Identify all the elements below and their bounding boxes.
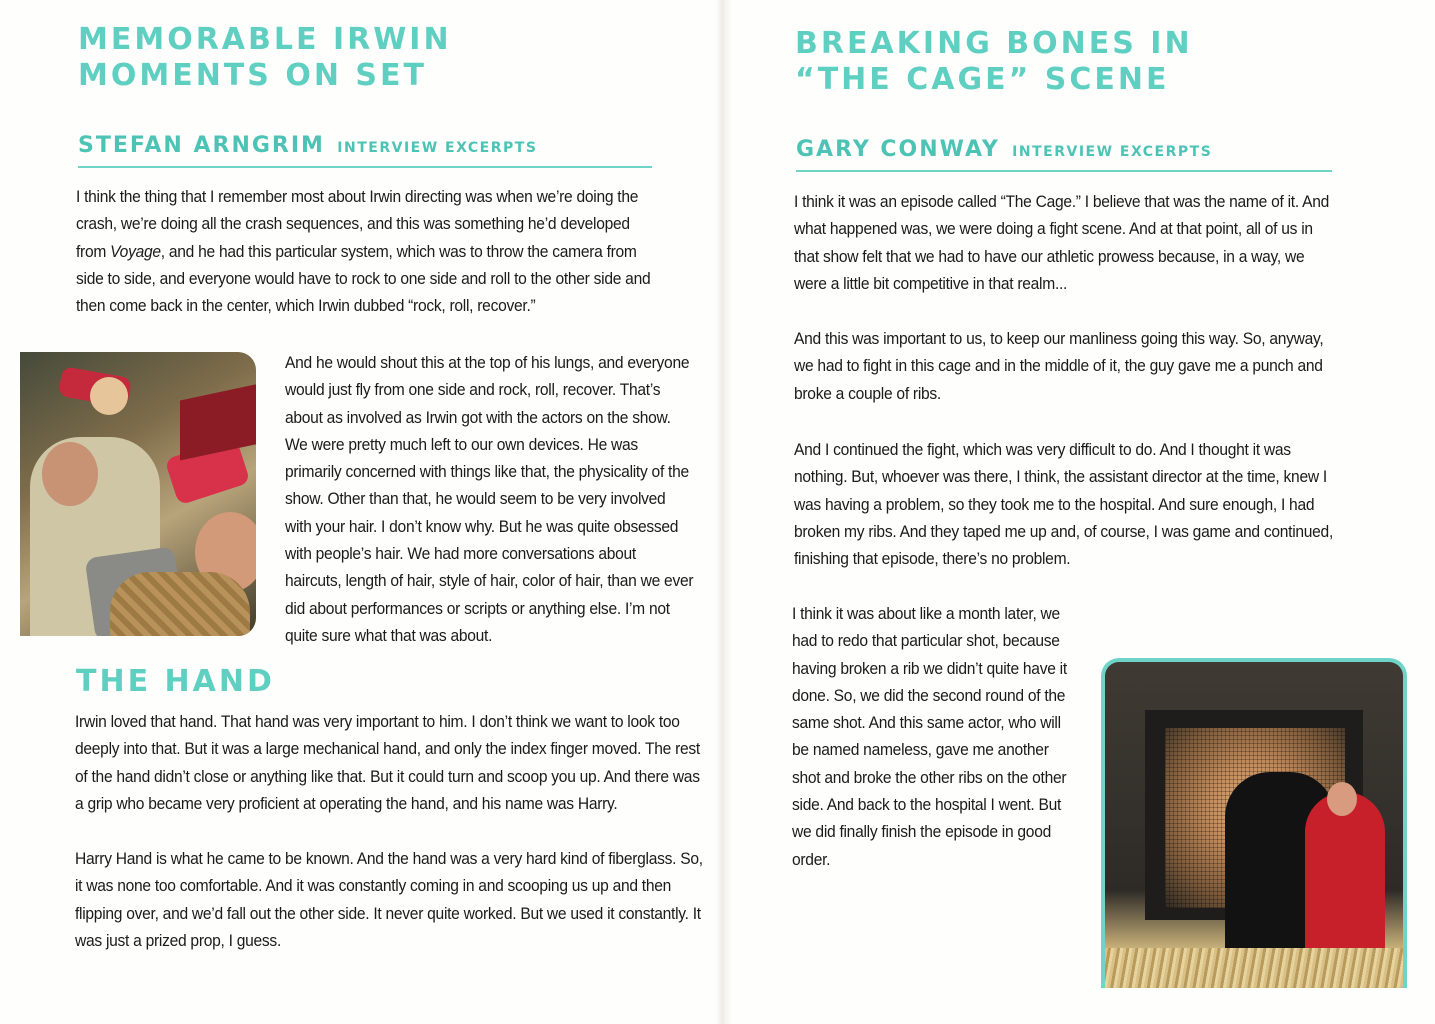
right-paragraph-1: I think it was an episode called “The Cage.” I believe that was the name of it. And what happened was, we were doing a fight scene. And at that point, all of us in that show felt that we had to have our athletic prowess because, in a way, we were a little bit competitive in that realm... [794, 192, 1329, 293]
left-paragraph-3: Irwin loved that hand. That hand was very important to him. I don’t think we want to look too deeply into that. But it was a large mechanical hand, and only the index finger moved. The rest of the hand didn’t close or anything like that. But it could turn and scoop you up. And there was a grip who became very proficient at operating the hand, and his name was Harry. [75, 712, 700, 813]
photo-actor-face [42, 442, 98, 506]
show-title-italic: Voyage [110, 241, 161, 261]
book-gutter [716, 0, 732, 1024]
interviewee-name: STEFAN ARNGRIM [78, 133, 325, 158]
left-subhead [78, 130, 652, 168]
cage-fight-photo [1101, 658, 1407, 988]
interview-tag: INTERVIEW EXCERPTS [1012, 144, 1213, 160]
photo-hay [1105, 948, 1407, 988]
photo-wicker [110, 572, 250, 636]
right-subhead [796, 134, 1332, 172]
left-paragraph-4: Harry Hand is what he came to be known. And the hand was a very hard kind of fiberglass. So, it was none too comfortable. And it was constantly coming in and scooping us up and then flipping over, and we’d fall out the other side. It never quite worked. But we used it constantly. It was just a prized prop, I guess. [75, 849, 703, 950]
left-paragraph-1: I think the thing that I remember most about Irwin directing was when we’re doing the crash, we’re doing all the crash sequences, and this was something he’d developed from Voyage, and he had this particular system, which was to throw the camera from side to side, and everyone would have to rock to one side and roll to the other side and then come back in the center, which Irwin dubbed “rock, roll, recover.” [76, 187, 651, 316]
right-paragraph-4: I think it was about like a month later, we had to redo that particular shot, because having broken a rib we didn’t quite have it done. So, we did the second round of the same shot. And this same actor, who will be named nameless, gave me another shot and broke the other ribs on the other side. And back to the hospital I went. But we did finally finish the episode in good order. [792, 604, 1067, 869]
crash-scene-photo [20, 352, 256, 636]
interviewee-name: GARY CONWAY [796, 137, 1000, 162]
interview-tag: INTERVIEW EXCERPTS [337, 140, 538, 156]
photo-actor [90, 377, 128, 415]
right-paragraph-2: And this was important to us, to keep our manliness going this way. So, anyway, we had to fight in this cage and in the middle of it, the guy gave me a punch and broke a couple of ribs. [794, 329, 1324, 403]
right-paragraph-3: And I continued the fight, which was very difficult to do. And I thought it was nothing. But, whoever was there, I think, the assistant director at the time, knew I was having a problem, so they took me to the hospital. And sure enough, I had broken my ribs. And they taped me up and, of course, I was game and continued, finishing that episode, there’s no problem. [794, 440, 1334, 569]
left-headline: MEMORABLE IRWIN MOMENTS ON SET [78, 22, 452, 93]
section-heading-the-hand: THE HAND [76, 664, 275, 699]
photo-fighter-face [1327, 782, 1357, 816]
photo-red-panel [180, 383, 256, 460]
photo-fighter-red [1305, 792, 1385, 967]
right-headline: BREAKING BONES IN “THE CAGE” SCENE [795, 26, 1193, 97]
left-paragraph-2: And he would shout this at the top of his lungs, and everyone would just fly from one side and rock, roll, recover. That’s about as involved as Irwin got with the actors on the show. We were pretty much left to our own devices. He was primarily concerned with things like that, the physicality of the show. Other than that, he would seem to be very involved with your hair. I don’t know why. But he was quite obsessed with people’s hair. We had more conversations about haircuts, length of hair, style of hair, color of hair, than we ever did about performances or scripts or anything else. I’m not quite sure what that was about. [285, 353, 694, 645]
